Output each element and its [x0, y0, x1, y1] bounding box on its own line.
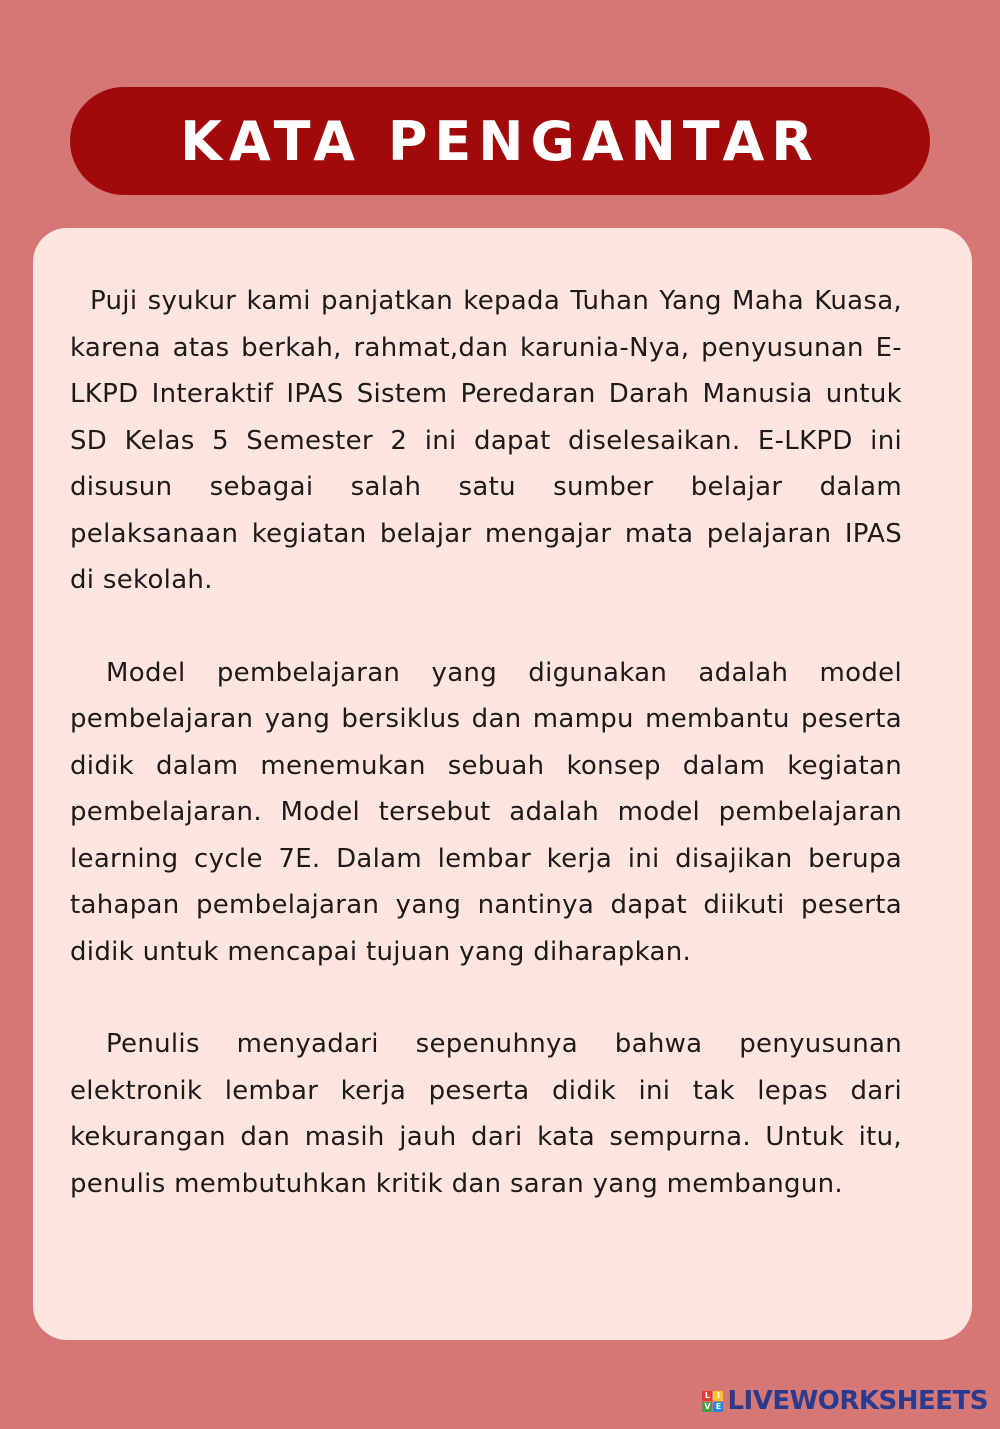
liveworksheets-logo-icon — [702, 1391, 723, 1412]
paragraph-1: Puji syukur kami panjatkan kepada Tuhan Yang Maha Kuasa, karena atas berkah, rahmat,dan karunia-Nya, penyusunan E-LKPD Interaktif IPAS Sistem Peredaran Darah Manusia untuk SD Kelas 5 Semester 2 ini dapat diselesaikan. E-LKPD ini disusun sebagai salah satu sumber belajar dalam pelaksanaan kegiatan belajar mengajar mata pelajaran IPAS di sekolah. — [70, 286, 902, 595]
paragraph-2: Model pembelajaran yang digunakan adalah model pembelajaran yang bersiklus dan mampu membantu peserta didik dalam menemukan sebuah konsep dalam kegiatan pembelajaran. Model tersebut adalah model pembelajaran learning cycle 7E. Dalam lembar kerja ini disajikan berupa tahapan pembelajaran yang nantinya dapat diikuti peserta didik untuk mencapai tujuan yang diharapkan. — [70, 657, 902, 967]
logo-letter-l: L — [702, 1391, 712, 1401]
logo-letter-e: E — [713, 1402, 723, 1412]
page-title: KATA PENGANTAR — [180, 109, 820, 173]
logo-letter-i: I — [713, 1391, 723, 1401]
watermark-text: LIVEWORKSHEETS — [727, 1386, 988, 1416]
paragraph-3: Penulis menyadari sepenuhnya bahwa penyusunan elektronik lembar kerja peserta didik ini tak lepas dari kekurangan dan masih jauh dari kata sempurna. Untuk itu, penulis membutuhkan kritik dan saran yang membangun. — [70, 1029, 902, 1199]
liveworksheets-watermark[interactable] — [702, 1386, 988, 1416]
logo-letter-v: V — [704, 1401, 711, 1411]
content-card — [33, 228, 972, 1340]
title-banner — [70, 87, 930, 195]
